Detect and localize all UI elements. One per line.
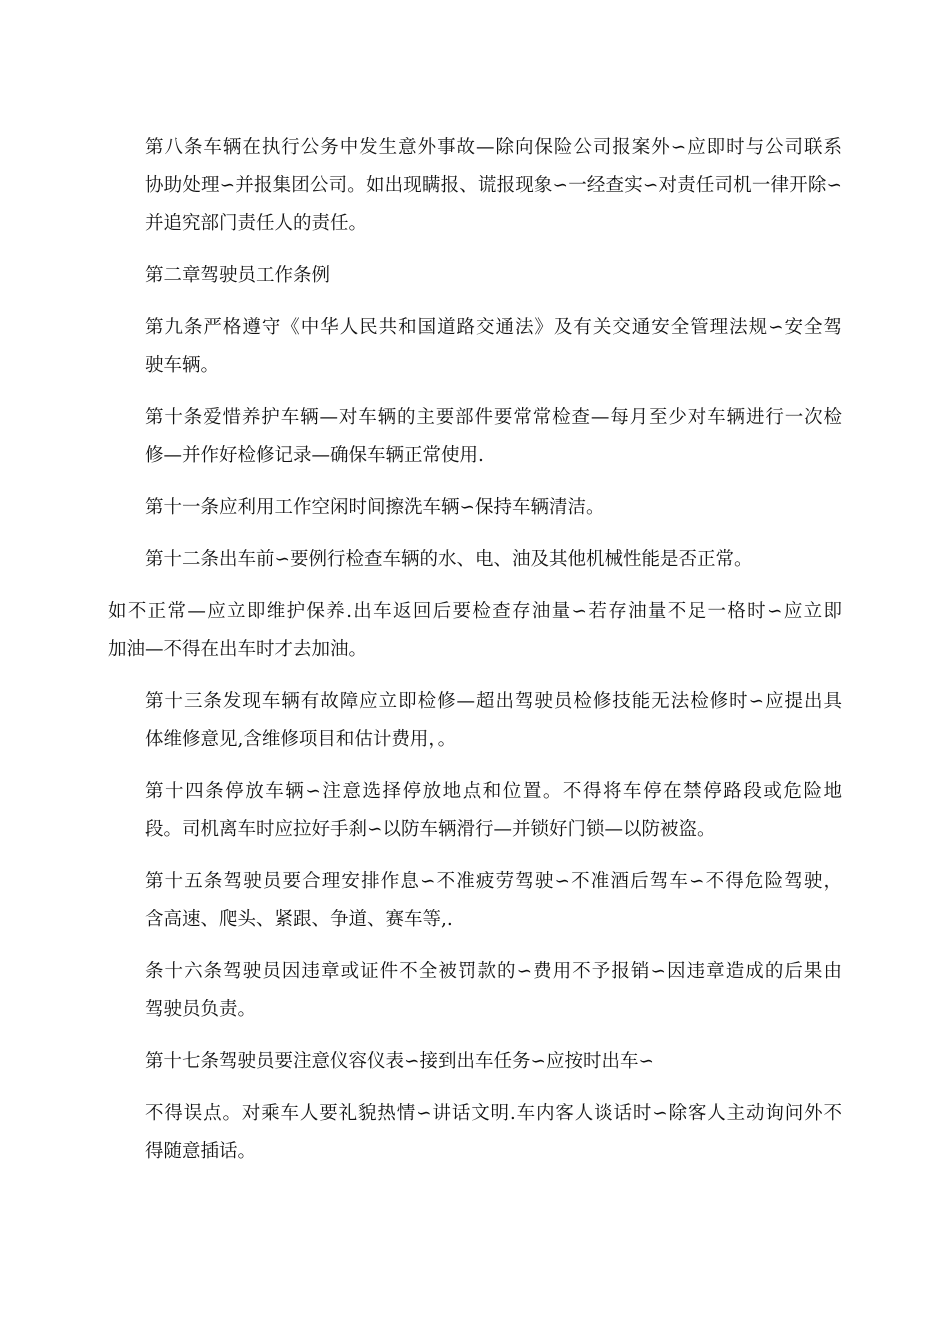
text-line: 第十一条应利用工作空闲时间擦洗车辆∽保持车辆清洁。: [145, 497, 605, 518]
article-17-continuation: [108, 1095, 842, 1171]
text-line: 修—并作好检修记录—确保车辆正常使用.: [145, 445, 484, 466]
text-line: 体维修意见,含维修项目和估计费用，。: [145, 729, 457, 750]
text-line: 加油—不得在出车时才去加油。: [108, 639, 368, 660]
text-line: 第十条爱惜养护车辆—对车辆的主要部件要常常检查—每月至少对车辆进行一次检: [145, 407, 842, 428]
document-body: [108, 129, 842, 1185]
text-line: 第十五条驾驶员要合理安排作息∽不准疲劳驾驶∽不准酒后驾车∽不得危险驾驶，: [145, 871, 842, 892]
text-line: 协助处理∽并报集团公司。如出现瞒报、谎报现象∽一经查实∽对责任司机一律开除∽: [145, 175, 842, 196]
article-13-paragraph: [108, 683, 842, 759]
text-line: 条十六条驾驶员因违章或证件不全被罚款的∽费用不予报销∽因违章造成的后果由: [145, 961, 842, 982]
text-line: 并追究部门责任人的责任。: [145, 213, 368, 234]
article-14-paragraph: [108, 773, 842, 849]
text-line: 第十四条停放车辆∽注意选择停放地点和位置。不得将车停在禁停路段或危险地: [145, 781, 842, 802]
text-line: 含高速、爬头、紧跟、争道、赛车等,.: [145, 909, 453, 930]
text-line: 第十三条发现车辆有故障应立即检修—超出驾驶员检修技能无法检修时∽应提出具: [145, 691, 842, 712]
text-line: 如不正常—应立即维护保养.出车返回后要检查存油量∽若存油量不足一格时∽应立即: [108, 601, 842, 622]
text-line: 段。司机离车时应拉好手刹∽以防车辆滑行—并锁好门锁—以防被盗。: [145, 819, 716, 840]
chapter-2-heading: [108, 257, 842, 295]
text-line: 驶车辆。: [145, 355, 220, 376]
text-line: 驾驶员负责。: [145, 999, 257, 1020]
text-line: 第九条严格遵守《中华人民共和国道路交通法》及有关交通安全管理法规∽安全驾: [145, 317, 842, 338]
text-line: 第八条车辆在执行公务中发生意外事故—除向保险公司报案外∽应即时与公司联系: [145, 137, 842, 158]
text-line: 不得误点。对乘车人要礼貌热情∽讲话文明.车内客人谈话时∽除客人主动询问外不: [145, 1103, 842, 1124]
article-17-paragraph: [108, 1043, 842, 1081]
article-15-paragraph: [108, 863, 842, 939]
article-9-paragraph: [108, 309, 842, 385]
article-12-continuation: [108, 593, 842, 669]
text-line: 第二章驾驶员工作条例: [145, 265, 331, 286]
article-11-paragraph: [108, 489, 842, 527]
article-10-paragraph: [108, 399, 842, 475]
article-16-paragraph: [108, 953, 842, 1029]
article-8-paragraph: [108, 129, 842, 243]
text-line: 第十二条出车前∽要例行检查车辆的水、电、油及其他机械性能是否正常。: [145, 549, 753, 570]
article-12-paragraph: [108, 541, 842, 579]
text-line: 第十七条驾驶员要注意仪容仪表∽接到出车任务∽应按时出车∽: [145, 1051, 655, 1072]
text-line: 得随意插话。: [145, 1141, 257, 1162]
